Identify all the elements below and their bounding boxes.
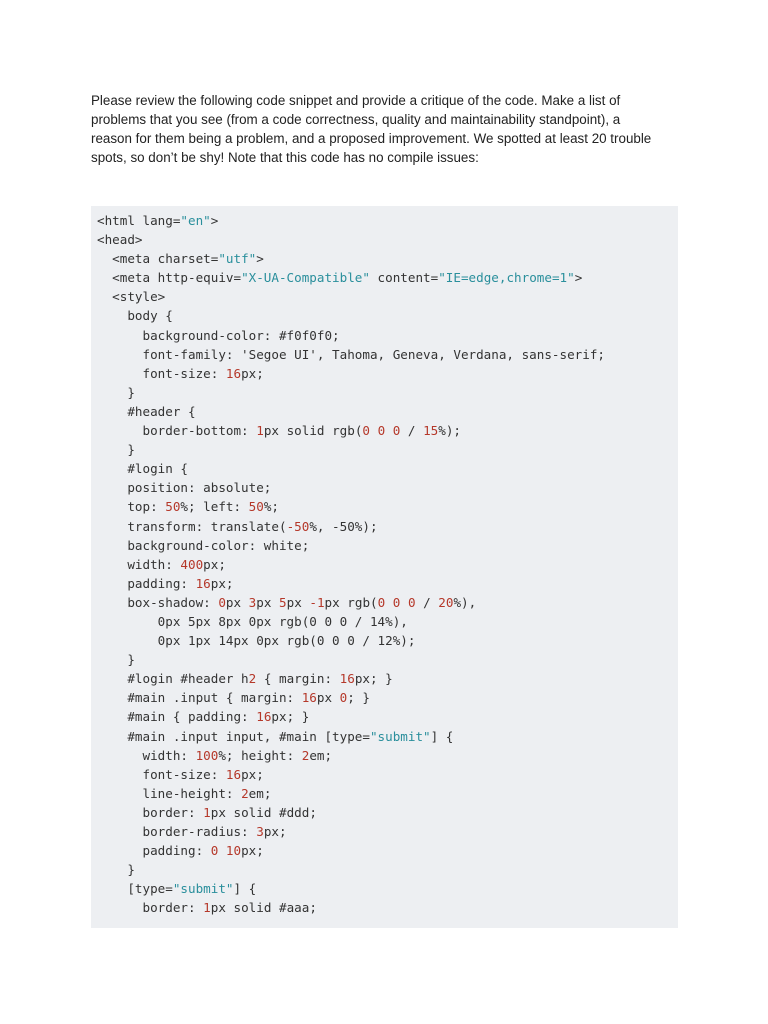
code-token: 0px 5px 8px 0px rgb(0 0 0 / 14%), [97,613,408,629]
code-token [218,843,226,858]
code-number-token: 10 [225,843,242,859]
code-token: font-size: [97,766,226,782]
code-token: px rgb( [324,594,378,610]
code-token: border-bottom: [97,423,257,439]
code-token: transform: translate( [97,518,287,534]
code-string-token: "IE=edge,chrome=1" [438,270,575,286]
code-listing [97,211,678,917]
code-number-token: 0 0 0 [362,423,401,439]
code-line [97,249,678,268]
code-token: px [286,594,310,610]
code-line [97,727,678,746]
code-line [97,631,678,650]
code-number-token: 50 [165,499,181,515]
code-token: px; [263,824,287,839]
code-number-token: 0 [339,690,348,706]
code-token: <head> [97,232,143,248]
code-line [97,345,678,364]
instructions-paragraph [91,91,681,167]
code-token: background-color: white; [97,537,310,553]
code-number-token: 2 [241,785,249,801]
code-line [97,669,678,688]
code-token: 0px 1px 14px 0px rgb(0 0 0 / 12%); [97,633,416,649]
code-token: <meta charset= [97,251,219,267]
code-token: } [97,442,135,458]
code-token: px; [210,575,234,591]
code-line [97,688,678,707]
code-token: px solid #ddd; [210,804,317,820]
code-token: { margin: [256,671,340,687]
code-number-token: 3 [256,824,264,839]
code-snippet-block [91,206,678,928]
code-string-token: "submit" [172,881,234,897]
code-line [97,574,678,593]
code-line [97,860,678,879]
code-token: px; [241,766,264,782]
code-number-token: 16 [256,709,272,725]
code-line [97,555,678,574]
code-line [97,707,678,726]
code-line [97,650,678,669]
code-token: / [415,594,439,610]
code-line [97,593,678,612]
code-token: %; height: [218,747,302,763]
code-line [97,536,678,555]
code-token: position: absolute; [97,480,272,496]
code-token: %), [453,594,477,610]
code-number-token: 1 [203,900,211,916]
code-token: #main .input { margin: [97,690,302,706]
code-number-token: 400 [180,556,204,572]
code-token: px; } [354,671,393,687]
code-token: %, -50%); [309,518,378,534]
code-line [97,230,678,249]
code-line [97,421,678,440]
code-token: px; } [271,709,310,725]
code-token: #main { padding: [97,709,257,725]
code-line [97,612,678,631]
code-number-token: 15 [423,423,439,439]
code-number-token: 3 [248,594,257,610]
code-number-token: 50 [248,499,264,515]
code-number-token: 2 [248,671,257,687]
code-token: > [256,251,264,267]
code-token: <style> [97,289,166,305]
code-token: } [97,862,135,878]
code-number-token: 16 [225,365,242,381]
code-token: px [225,594,249,610]
code-token: box-shadow: [97,594,219,610]
code-number-token: 16 [195,575,211,591]
code-line [97,497,678,516]
code-line [97,879,678,898]
code-number-token: -1 [309,594,325,610]
code-token: %; left: [180,499,249,515]
code-token: / [400,423,424,439]
code-number-token: 0 [218,594,226,610]
code-string-token: "utf" [218,251,257,267]
code-token: padding: [97,843,211,859]
code-token: border-radius: [97,824,257,839]
code-line [97,459,678,478]
code-line [97,784,678,803]
code-string-token: "en" [180,213,211,228]
code-token: width: [97,556,181,572]
code-line [97,287,678,306]
code-number-token: 0 [210,843,219,859]
code-token: %); [438,423,461,439]
code-token: #main .input input, #main [type= [97,728,370,744]
code-string-token: "submit" [369,728,431,744]
code-line [97,364,678,383]
code-token: } [97,652,135,668]
code-token: ] { [430,728,454,744]
code-token: px [256,594,280,610]
instructions-line: problems that you see (from a code correctness, quality and maintainability standpoint), a [91,112,621,128]
instructions-line: Please review the following code snippet and provide a critique of the code. Make a list of [91,93,621,108]
code-token: content= [369,270,439,286]
code-token: #login #header h [97,671,249,687]
code-number-token: -50 [286,518,310,534]
code-token: border: [97,804,204,820]
code-number-token: 1 [203,804,211,820]
code-token: em; [309,747,333,763]
code-line [97,803,678,822]
code-line [97,268,678,287]
code-token: px; [203,556,226,572]
code-number-token: 16 [339,671,355,687]
code-token: font-size: [97,365,226,381]
code-token: ] { [233,881,257,897]
code-token: > [210,213,219,228]
code-number-token: 0 0 0 [377,594,416,610]
code-line [97,841,678,860]
code-line [97,383,678,402]
code-token: top: [97,499,166,515]
code-line [97,765,678,784]
instructions-line: reason for them being a problem, and a proposed improvement. We spotted at least 20 trouble [91,131,652,147]
code-token: body { [97,308,173,324]
code-number-token: 16 [301,690,317,706]
code-token: #login { [97,461,188,477]
code-number-token: 16 [225,766,242,782]
code-token: %; [263,499,280,515]
code-number-token: 5 [279,594,287,610]
code-line [97,898,678,917]
code-token: <meta http-equiv= [97,270,242,286]
code-token: px; [241,365,264,381]
code-token: width: [97,747,196,763]
code-line [97,517,678,536]
code-token: px solid rgb( [263,423,363,439]
code-token: #header { [97,403,196,419]
code-line [97,306,678,325]
code-token: <html lang= [97,213,181,228]
code-token: line-height: [97,785,242,801]
code-line [97,211,678,230]
code-token: px solid #aaa; [210,900,317,916]
code-number-token: 20 [438,594,454,610]
code-line [97,822,678,841]
code-number-token: 2 [301,747,310,763]
code-string-token: "X-UA-Compatible" [241,270,370,286]
code-line [97,326,678,345]
code-token: border: [97,900,204,916]
code-token: px [316,690,340,706]
code-token: px; [241,843,264,859]
code-token: padding: [97,575,196,591]
code-number-token: 100 [195,747,219,763]
code-token: em; [248,785,272,801]
code-token: background-color: #f0f0f0; [97,327,340,343]
code-token: } [97,384,135,400]
code-line [97,440,678,459]
code-token: [type= [97,881,173,897]
code-line [97,402,678,421]
code-line [97,478,678,497]
code-number-token: 1 [256,423,264,439]
instructions-line: spots, so don’t be shy! Note that this code has no compile issues: [91,150,479,166]
code-line [97,746,678,765]
code-token: > [574,270,583,286]
code-token: ; } [347,690,370,706]
code-token: font-family: 'Segoe UI', Tahoma, Geneva, Verdana, sans-serif; [97,346,605,362]
